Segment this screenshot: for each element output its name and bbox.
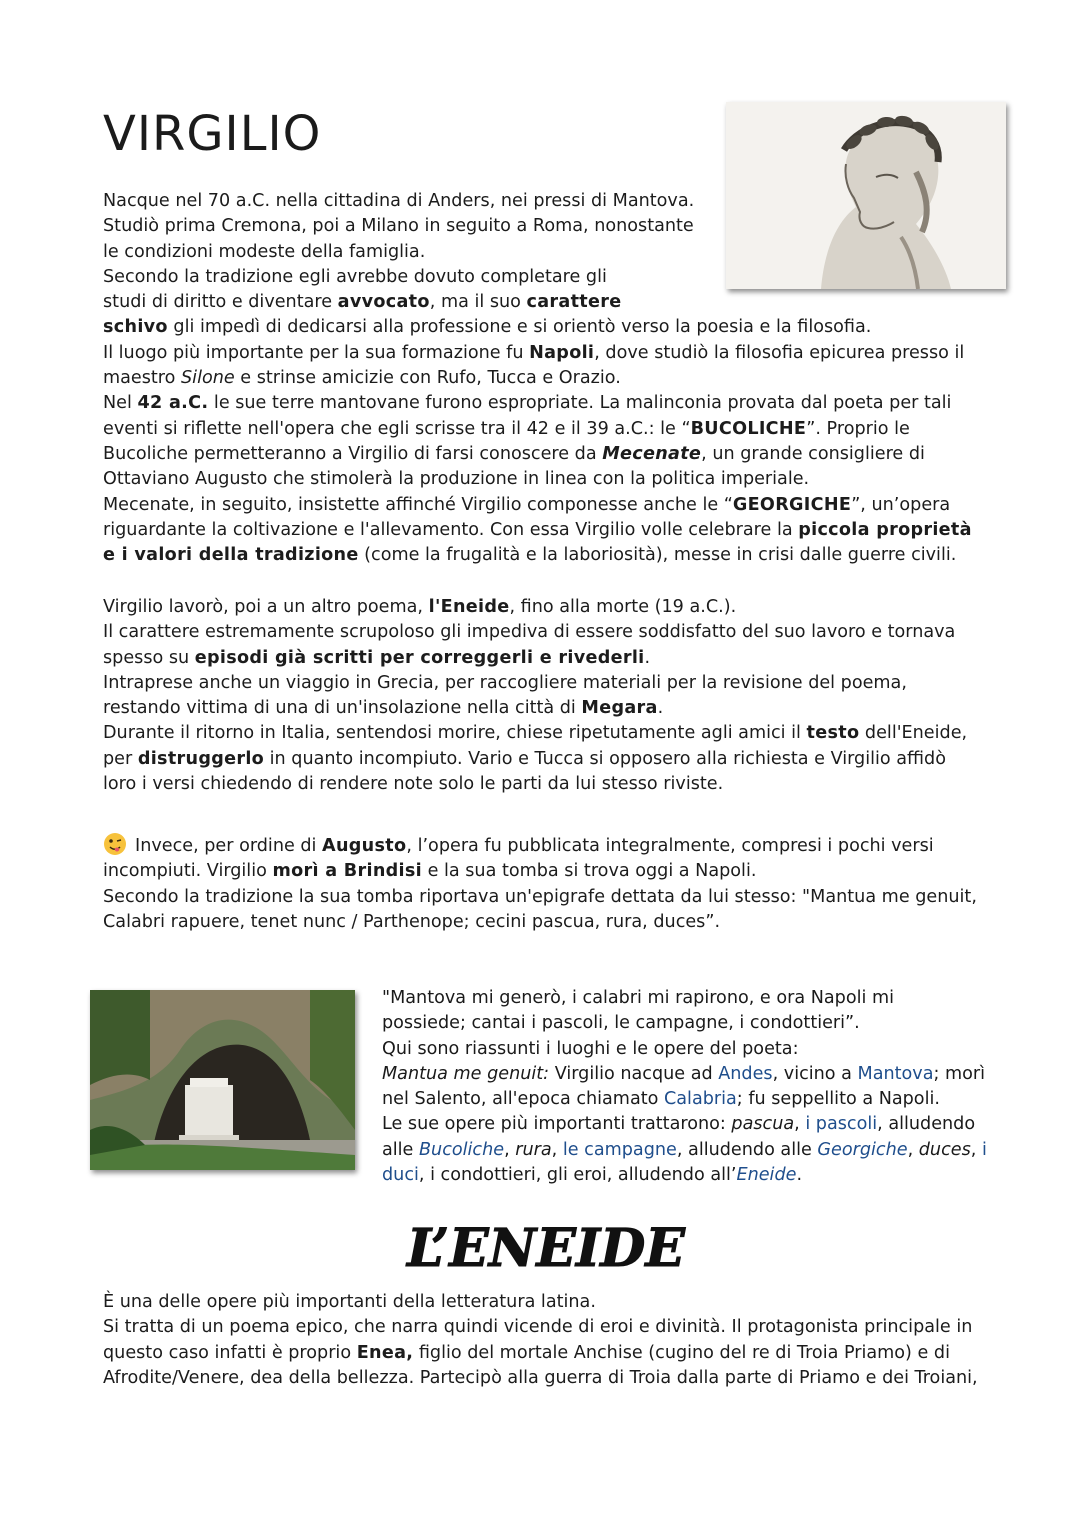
text: ”. Proprio le — [806, 418, 910, 439]
text: e la sua tomba si trova oggi a Napoli. — [421, 861, 757, 882]
page-title: VIRGILIO — [103, 106, 322, 162]
keyword: 42 a.C. — [137, 393, 209, 414]
text: restando vittima di una di un'insolazione nella città di — [103, 698, 582, 719]
text: Durante il ritorno in Italia, sentendosi morire, chiese ripetutamente agli amici il — [103, 723, 807, 744]
text: spesso su — [103, 647, 195, 668]
quote-line: "Mantova mi generò, i calabri mi rapirono, e ora Napoli mi — [382, 988, 894, 1008]
keyword: GEORGICHE — [732, 494, 852, 515]
italic-text: duces — [918, 1139, 971, 1160]
text: , alludendo alle — [676, 1139, 818, 1160]
bio-line — [103, 747, 967, 772]
text: Nel — [103, 393, 138, 414]
bio-line — [103, 442, 972, 467]
quote-line: possiede; cantai i pascoli, le campagne, i condottieri”. — [382, 1013, 860, 1034]
link-eneide[interactable]: Eneide — [736, 1165, 797, 1186]
text: Invece, per ordine di — [135, 836, 323, 856]
bio-line — [103, 391, 972, 416]
bio-line: Secondo la tradizione egli avrebbe dovuto completare gli — [103, 266, 607, 287]
italic-text: pascua — [731, 1114, 795, 1135]
text: . — [644, 647, 651, 668]
text: , — [794, 1114, 806, 1135]
text: riguardante la coltivazione e l'allevamento. Con essa Virgilio volle celebrare la — [103, 519, 799, 540]
quote-line: Qui sono riassunti i luoghi e le opere del poeta: — [382, 1038, 799, 1059]
bio-line — [103, 543, 972, 568]
text: , dove studiò la filosofia epicurea presso il — [594, 342, 965, 363]
eneide-heading-text: L’ENEIDE — [406, 1218, 686, 1279]
text: eventi si riflette nell'opera che egli scrisse tra il 42 e il 39 a.C.: le “ — [103, 418, 691, 439]
keyword: morì a Brindisi — [272, 861, 422, 882]
keyword: schivo — [103, 317, 168, 338]
text: maestro — [103, 368, 182, 389]
bio-line — [103, 290, 972, 315]
keyword: Augusto — [322, 836, 407, 856]
text: questo caso infatti è proprio — [103, 1342, 357, 1363]
italic-text: rura — [515, 1139, 552, 1160]
keyword: l'Eneide — [428, 597, 510, 617]
text: (come la frugalità e la laboriosità), messe in crisi dalle guerre civili. — [358, 545, 957, 566]
text: incompiuti. Virgilio — [103, 861, 273, 882]
text: ; morì — [933, 1063, 986, 1084]
death-paragraph — [103, 832, 977, 935]
text: , — [504, 1139, 516, 1160]
text: , i condottieri, gli eroi, alludendo all’ — [418, 1165, 737, 1186]
keyword: e i valori della tradizione — [103, 545, 359, 566]
text: gli impedì di dedicarsi alla professione e si orientò verso la poesia e la filosofia. — [167, 317, 872, 338]
bio-line: Afrodite/Venere, dea della bellezza. Partecipò alla guerra di Troia dalla parte di Priamo e dei Troiani, — [103, 1367, 978, 1388]
bio-line — [103, 493, 972, 518]
keyword: Megara — [581, 698, 658, 719]
quote-line — [382, 1112, 987, 1137]
bio-line: Si tratta di un poema epico, che narra quindi vicende di eroi e divinità. Il protagonista principale in — [103, 1317, 973, 1338]
text: le sue terre mantovane furono espropriate. La malinconia provata dal poeta per tali — [208, 393, 952, 414]
keyword: Mecenate — [602, 443, 702, 464]
keyword: piccola proprietà — [798, 519, 972, 540]
text: , fino alla morte (19 a.C.). — [509, 597, 737, 617]
quote-line — [382, 1163, 987, 1188]
epitaph-translation — [382, 986, 987, 1188]
bio-line — [103, 595, 967, 620]
text: . — [796, 1165, 803, 1186]
link-bucoliche[interactable]: Bucoliche — [418, 1139, 505, 1160]
link-andes[interactable]: Andes — [718, 1063, 773, 1084]
link-duci[interactable]: duci — [382, 1165, 419, 1186]
keyword: episodi già scritti per correggerli e rivederli — [194, 647, 645, 668]
text: , l’opera fu pubblicata integralmente, compresi i pochi versi — [406, 836, 934, 856]
bio-line — [103, 859, 977, 884]
italic-text: Mantua me genuit: — [382, 1063, 550, 1084]
quote-line — [382, 1062, 987, 1087]
winking-face-emoji-icon — [103, 832, 127, 856]
link-pascoli[interactable]: i pascoli — [805, 1114, 878, 1135]
bio-line — [103, 696, 967, 721]
link-duci[interactable]: i — [981, 1139, 987, 1160]
text: Mecenate, in seguito, insistette affinché Virgilio componesse anche le “ — [103, 494, 733, 515]
text: nel Salento, all'epoca chiamato — [382, 1089, 664, 1110]
bio-line — [103, 315, 972, 340]
link-campagne[interactable]: le campagne — [562, 1139, 677, 1160]
text: figlio del mortale Anchise (cugino del re di Troia Priamo) e di — [413, 1342, 950, 1363]
eneide-intro-paragraph — [103, 1290, 978, 1391]
text: Virgilio lavorò, poi a un altro poema, — [103, 597, 429, 617]
text: , un grande consigliere di — [701, 443, 925, 464]
keyword: avvocato — [337, 292, 430, 313]
text: ”, un’opera — [851, 494, 951, 515]
bio-line — [103, 832, 977, 859]
bio-line — [103, 721, 967, 746]
text: , ma il suo — [429, 292, 527, 313]
bio-line — [103, 341, 972, 366]
bio-line: Studiò prima Cremona, poi a Milano in seguito a Roma, nonostante — [103, 216, 694, 237]
keyword: testo — [806, 723, 860, 744]
text: studi di diritto e diventare — [103, 292, 338, 313]
text: ; fu seppellito a Napoli. — [736, 1089, 940, 1110]
text: in quanto incompiuto. Vario e Tucca si opposero alla richiesta e Virgilio affidò — [264, 748, 946, 769]
text: , — [907, 1139, 919, 1160]
eneide-work-paragraph — [103, 595, 967, 797]
keyword: Napoli — [529, 342, 595, 363]
link-calabria[interactable]: Calabria — [663, 1089, 737, 1110]
bio-line: È una delle opere più importanti della letteratura latina. — [103, 1292, 596, 1312]
text: , — [551, 1139, 563, 1160]
bio-line — [103, 646, 967, 671]
text: Bucoliche permetteranno a Virgilio di farsi conoscere da — [103, 443, 603, 464]
keyword: carattere — [526, 292, 622, 313]
bio-line: Intraprese anche un viaggio in Grecia, per raccogliere materiali per la revisione del poema, — [103, 672, 907, 693]
text: per — [103, 748, 138, 769]
bio-line — [103, 518, 972, 543]
quote-line — [382, 1138, 987, 1163]
italic-name: Silone — [181, 368, 235, 389]
bio-line — [103, 1341, 978, 1366]
keyword: distruggerlo — [137, 748, 265, 769]
bio-line: Il carattere estremamente scrupoloso gli impediva di essere soddisfatto del suo lavoro e tornava — [103, 622, 956, 643]
biography-paragraph — [103, 189, 972, 568]
keyword: Enea, — [356, 1342, 414, 1363]
bio-line: Secondo la tradizione la sua tomba riportava un'epigrafe dettata da lui stesso: "Mantua me genuit, — [103, 886, 977, 907]
bio-line: Calabri rapuere, tenet nunc / Parthenope; cecini pascua, rura, duces”. — [103, 911, 721, 932]
text: , — [970, 1139, 982, 1160]
text: dell'Eneide, — [859, 723, 968, 744]
keyword: BUCOLICHE — [690, 418, 807, 439]
virgil-tomb-image — [90, 990, 355, 1170]
bio-line: Nacque nel 70 a.C. nella cittadina di Anders, nei pressi di Mantova. — [103, 191, 695, 211]
quote-line — [382, 1087, 987, 1112]
text: Il luogo più importante per la sua formazione fu — [103, 342, 530, 363]
text: alle — [382, 1139, 419, 1160]
text: . — [657, 698, 664, 719]
text: e strinse amicizie con Rufo, Tucca e Orazio. — [234, 368, 621, 389]
text: Virgilio nacque ad — [549, 1063, 719, 1084]
bio-line: le condizioni modeste della famiglia. — [103, 241, 426, 262]
bio-line: loro i versi chiedendo di rendere note solo le parti da lui stesso riviste. — [103, 774, 724, 795]
bio-line — [103, 366, 972, 391]
link-georgiche[interactable]: Georgiche — [817, 1139, 908, 1160]
bio-line — [103, 417, 972, 442]
eneide-heading — [396, 1214, 696, 1284]
text: Le sue opere più importanti trattarono: — [382, 1114, 732, 1135]
link-mantova[interactable]: Mantova — [857, 1063, 934, 1084]
text: , alludendo — [877, 1114, 976, 1135]
bio-line: Ottaviano Augusto che stimolerà la produzione in linea con la politica imperiale. — [103, 469, 810, 490]
text: , vicino a — [772, 1063, 858, 1084]
